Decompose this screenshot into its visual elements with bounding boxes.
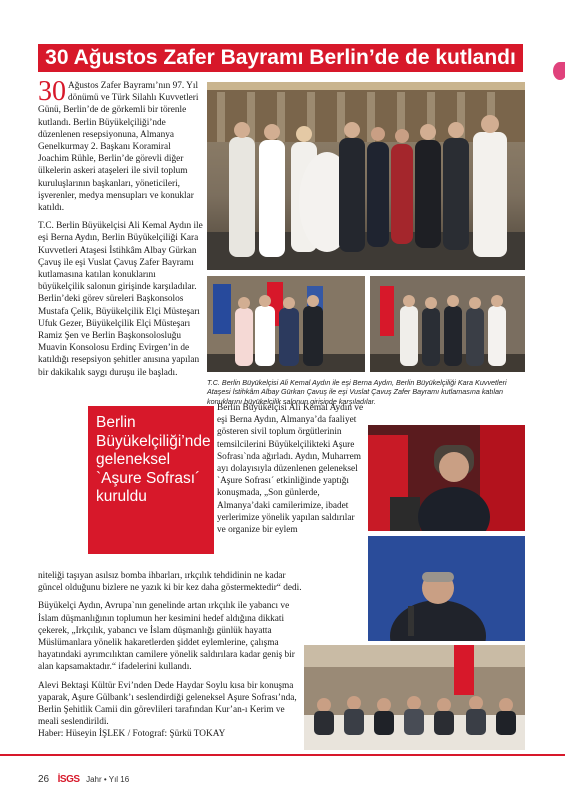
reception-photo-left-image — [207, 276, 365, 372]
article2-text-upper — [217, 402, 365, 536]
article2-text-lower — [38, 570, 304, 747]
speaker-photo-1 — [368, 425, 525, 531]
reception-photo-right-image — [370, 276, 525, 372]
speaker-photo-1-image — [368, 425, 525, 531]
article2-paragraph-3: Alevi Bektaşi Kültür Evi’nden Dede Haydar Soylu kısa bir konuşma yaparak, Aşure Gülbank’ı seslendirdiği geleneksel Aşure Sofrası’nda, Berlin Şehitlik Camii din görevlileri tarafından Kur’an-ı Kerim ve meali seslendirildi. — [38, 680, 297, 728]
reception-photo-right — [370, 276, 525, 372]
page-number: 26 — [38, 774, 50, 785]
reception-photo-left — [207, 276, 365, 372]
article2-paragraph-2: Büyükelçi Aydın, Avrupa`nın genelinde artan ırkçılık ile yabancı ve İslam düşmanlığının toplumun her kesimini hedef aldığına dikkati çekerek, „Irkçılık, yabancı ve İslam düşmanlığı günlük hayatta Müslümanlara yönelik hakaretlerden şiddet eylemlerine, çalışma hayatındaki ayrımcılıktan camilere yönelik saldırılara kadar geniş bir alan kapsamaktadır.“ ifadelerini kullandı. — [38, 601, 295, 673]
audience-photo — [304, 645, 525, 750]
article2-credit: Haber: Hüseyin İŞLEK / Fotograf: Şürkü TOKAY — [38, 729, 226, 740]
reception-photo-main-image — [207, 82, 525, 270]
magazine-logo: İSGS — [57, 774, 80, 785]
speaker-photo-2 — [368, 536, 525, 641]
audience-photo-image — [304, 645, 525, 750]
dropcap: 30 — [38, 76, 66, 107]
article1-paragraph-1 — [38, 76, 203, 214]
reception-photo-main — [207, 82, 525, 270]
section-title-box — [88, 406, 214, 554]
decorative-mark — [553, 62, 565, 80]
footer — [38, 774, 238, 788]
article1-p1-text: Ağustos Zafer Bayramı’nın 97. Yıl dönümü ve Türk Silahlı Kuvvetleri Günü, Berlin’de de görkemli bir törenle kutlandı. Berlin Büyükelçiliği’nde düzenlenen resepsiyonuna, Almanya Genelkurmay 2. Başkanı Koramiral Joachim Rühle, Berlin’de görevli diğer ülkelerin askeri ataşeleri ile sivil toplum kuruluşlarının başkanları, yöneticileri, işverenler, medya mensupları ve konuklar katıldı. — [38, 81, 199, 214]
headline-banner — [38, 44, 523, 72]
headline: 30 Ağustos Zafer Bayramı Berlin’de de kutlandı — [45, 46, 516, 69]
speaker-photo-2-image — [368, 536, 525, 641]
footer-rule — [0, 754, 565, 756]
article1-text — [38, 76, 203, 385]
photo-caption: T.C. Berlin Büyükelçisi Ali Kemal Aydın ile eşi Berna Aydın, Berlin Büyükelçiliği Kara Kuvvetleri Ataşesi İstihkâm Albay Gürkan Çavuş ile eşi Vuslat Çavuş Zafer Bayramı kutlamasına katılan konuklarını büyükelçilik salonun girişinde karşıladılar. — [207, 378, 507, 406]
section-title: Berlin Büyükelçiliği’nde geleneksel `Aşure Sofrası´ kuruldu — [96, 414, 211, 505]
article2-paragraph-1b: niteliği taşıyan asılsız bomba ihbarları, ırkçılık tehdidinin ne kadar güncel olduğunu bizlere ne yazık ki bir kez daha göstermektedir“ dedi. — [38, 571, 302, 594]
article2-paragraph-1: Berlin Büyükelçisi Ali Kemal Aydın ve eşi Berna Aydın, Almanya’da faaliyet gösteren sivil toplum örgütlerinin temsilcilerini Büyükelçilikteki Aşure Sofrası`nda ağırladı. Aydın, Muharrem ayı dolayısıyla düzenlenen geleneksel `Aşure Sofrası´ etkinliğinde yaptığı konuşmada, „Son günlerde, Almanya’daki camilerimize, ibadet yerlerimize yönelik yapılan saldırılar ve organize bir eylem — [217, 403, 364, 536]
article1-paragraph-2: T.C. Berlin Büyükelçisi Ali Kemal Aydın ile eşi Berna Aydın, Berlin Büyükelçiliği Kara Kuvvetleri Ataşesi İstihkâm Albay Gürkan Çavuş ile eşi Vuslat Çavuş Zafer Bayramı kutlamasına katılan konuklarını büyükelçilik salonun girişinde karşıladılar. Berlin’deki görev süreleri Başkonsolos Mustafa Çelik, Büyükelçilik Elçi Müsteşarı Ufuk Gezer, Büyükelçilik Elçi Müsteşarı Ramiz Şen ve Berlin Başkonsolosluğu Muavin Konsolosu Erdinç Evirgen’in de katıldığı resepsiyon şehitler anısına yapılan bir dakikalık saygı duruşu ile başladı. — [38, 221, 203, 378]
issue-label: Jahr • Yıl 16 — [86, 775, 130, 784]
